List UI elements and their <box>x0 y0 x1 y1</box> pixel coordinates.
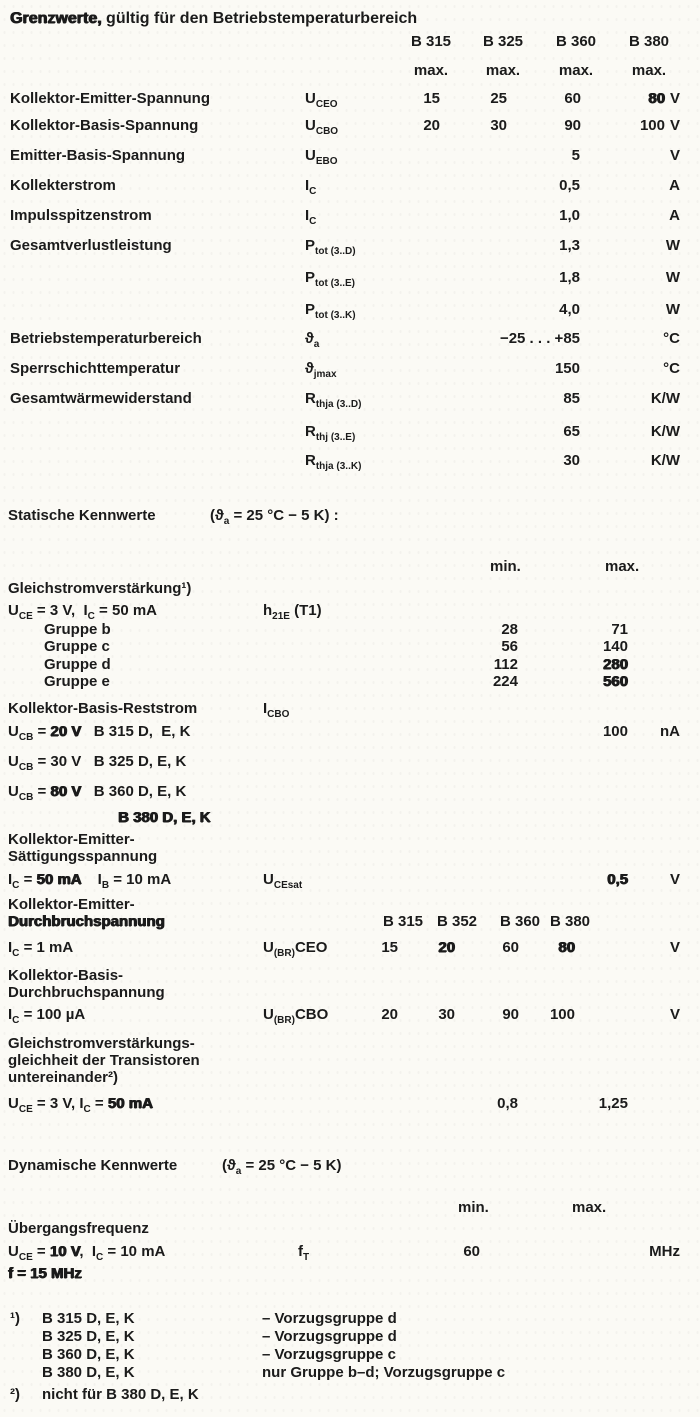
row-label: Kollektor-Emitter- <box>8 896 135 913</box>
row-label: gleichheit der Transistoren <box>8 1052 200 1069</box>
table-row <box>0 330 700 350</box>
footnote-type: B 360 D, E, K <box>42 1346 135 1363</box>
symbol-uceo: $U_{CEO}$ <box>305 90 338 110</box>
matching-label-row <box>0 1069 700 1089</box>
row-label: Sättigungsspannung <box>8 848 158 865</box>
symbol-rthj-e: $R_{thj (3..E)}$ <box>305 423 356 443</box>
footnote-note: – Vorzugsgruppe c <box>262 1346 396 1363</box>
max-value: 140 <box>602 638 628 655</box>
unit: V <box>669 1006 680 1023</box>
gruppe-name: Gruppe c <box>44 638 110 655</box>
value: 30 <box>563 452 580 469</box>
gruppe-row <box>0 673 700 693</box>
type-header-b352: B 352 <box>437 913 478 930</box>
row-label: Durchbruchspannung <box>8 913 165 930</box>
unit: °C <box>663 330 680 347</box>
unit: W <box>665 301 680 318</box>
unit: K/W <box>650 452 680 469</box>
ft-label-row <box>0 1220 700 1240</box>
unit: V <box>669 147 680 164</box>
h21e-label-row <box>0 580 700 600</box>
row-label: Gesamtwärmewiderstand <box>10 390 192 407</box>
row-label: Sperrschichttemperatur <box>10 360 181 377</box>
icbo-condition-row <box>0 723 700 743</box>
max-value: 1,25 <box>598 1095 628 1112</box>
min-value: 60 <box>463 1243 480 1260</box>
value: 5 <box>571 147 580 164</box>
symbol-uebo: $U_{EBO}$ <box>305 147 338 167</box>
footnote-note: nur Gruppe b–d; Vorzugsgruppe c <box>262 1364 506 1381</box>
unit: W <box>665 269 680 286</box>
footnote-row <box>0 1346 700 1366</box>
symbol-ic: $I_C$ <box>305 177 317 197</box>
row-label: Kollektor-Emitter- <box>8 831 135 848</box>
min-value: 112 <box>493 656 518 673</box>
unit: V <box>669 939 680 956</box>
type-header-b325: B 325 <box>482 33 524 50</box>
min-value: 56 <box>501 638 518 655</box>
icbo-condition-row <box>0 809 700 829</box>
symbol-theta-jmax: $ϑ_{jmax}$ <box>305 360 337 380</box>
value-b380: 80 <box>648 90 665 107</box>
table-row <box>0 90 700 110</box>
test-condition: f = 15 MHz <box>8 1265 82 1282</box>
type-header-b380: B 380 <box>550 913 591 930</box>
row-label: Kollektor-Emitter-Spannung <box>10 90 211 107</box>
icbo-condition-row <box>0 753 700 773</box>
brceo-type-header-row <box>0 913 700 933</box>
table-row <box>0 452 700 472</box>
type-header-b315: B 315 <box>383 913 424 930</box>
value-b315: 20 <box>423 117 440 134</box>
value: 4,0 <box>559 301 580 318</box>
value-b352: 20 <box>438 939 455 956</box>
row-label: Kollekterstrom <box>10 177 116 194</box>
ucesat-value-row <box>0 871 700 891</box>
unit: W <box>665 237 680 254</box>
value-b315: 15 <box>423 90 440 107</box>
section-condition: ($ϑ_a = 25$ °C − 5 K) <box>222 1157 342 1177</box>
table-row <box>0 147 700 167</box>
value: 85 <box>563 390 580 407</box>
max-label: max. <box>572 1199 607 1216</box>
symbol-ucesat: $U_{CEsat}$ <box>263 871 303 891</box>
value-b325: 25 <box>490 90 507 107</box>
test-condition: $U_{CE} = 3$ V, $I_C = 50$ mA <box>8 1095 153 1115</box>
table-row <box>0 237 700 257</box>
unit: A <box>669 177 680 194</box>
test-condition: $I_C = 50$ mA $I_B = 10$ mA <box>8 871 172 891</box>
row-label: Kollektor-Basis-Spannung <box>10 117 199 134</box>
max-value: 560 <box>602 673 628 690</box>
icbo-condition-row <box>0 783 700 803</box>
table-row <box>0 360 700 380</box>
symbol-icbo: $I_{CBO}$ <box>263 700 290 720</box>
grenzwerte-type-header-row <box>0 33 700 53</box>
min-value: 28 <box>501 621 518 638</box>
type-header-b380: B 380 <box>628 33 670 50</box>
section-heading: Statische Kennwerte <box>8 507 156 524</box>
min-value: 0,8 <box>497 1095 518 1112</box>
test-condition: $I_C = 100$ µA <box>8 1006 86 1026</box>
test-condition: $U_{CB} = 20$ V B 315 D, E, K <box>8 723 191 743</box>
section-grenzwerte-title <box>0 10 700 30</box>
unit: V <box>669 90 680 107</box>
value: 1,0 <box>559 207 580 224</box>
max-value: 100 <box>602 723 628 740</box>
test-condition: $U_{CE} = 3$ V, $I_C = 50$ mA <box>8 602 158 622</box>
ucesat-label-row <box>0 848 700 868</box>
grenzwerte-max-header-row <box>0 62 700 82</box>
test-condition: $U_{CE} = 10$ V, $I_C = 10$ mA <box>8 1243 166 1263</box>
symbol-ptot-d: $P_{tot (3..D)}$ <box>305 237 356 257</box>
value-b325: 30 <box>438 1006 455 1023</box>
icbo-label-row <box>0 700 700 720</box>
section-statische-heading <box>0 507 700 527</box>
max-value: 0,5 <box>607 871 628 888</box>
row-label: Betriebstemperaturbereich <box>10 330 202 347</box>
section-heading: Dynamische Kennwerte <box>8 1157 178 1174</box>
value-b360: 90 <box>564 117 581 134</box>
footnote-marker: ²) <box>10 1386 20 1403</box>
matching-value-row <box>0 1095 700 1115</box>
table-row <box>0 177 700 197</box>
max-value: 280 <box>602 656 628 673</box>
table-row <box>0 207 700 227</box>
test-condition: $U_{CB} = 80$ V B 360 D, E, K <box>8 783 187 803</box>
value: 150 <box>554 360 580 377</box>
footnote-row <box>0 1364 700 1384</box>
symbol-rthja-k: $R_{thja (3..K)}$ <box>305 452 362 472</box>
row-label: Gleichstromverstärkung¹) <box>8 580 192 597</box>
row-label: Gleichstromverstärkungs- <box>8 1035 195 1052</box>
max-label: max. <box>605 558 640 575</box>
symbol-theta-a: $ϑ_a$ <box>305 330 320 350</box>
unit: K/W <box>650 390 680 407</box>
unit: A <box>669 207 680 224</box>
value: 1,3 <box>559 237 580 254</box>
unit: MHz <box>649 1243 680 1260</box>
symbol-ucbo: $U_{CBO}$ <box>305 117 339 137</box>
brcbo-label-row <box>0 984 700 1004</box>
statische-minmax-header <box>0 558 700 578</box>
unit: K/W <box>650 423 680 440</box>
gruppe-name: Gruppe b <box>44 621 111 638</box>
min-value: 224 <box>492 673 518 690</box>
max-value: 71 <box>611 621 628 638</box>
footnote-type: B 315 D, E, K <box>42 1310 135 1327</box>
symbol-ubrceo: $U_{(BR)}CEO$ <box>263 939 328 959</box>
footnote-text: nicht für B 380 D, E, K <box>42 1386 199 1403</box>
row-label: Impulsspitzenstrom <box>10 207 152 224</box>
unit: V <box>669 871 680 888</box>
row-label: Kollektor-Basis- <box>8 967 124 984</box>
value: 1,8 <box>559 269 580 286</box>
value-b380: 100 <box>549 1006 575 1023</box>
gruppe-row <box>0 638 700 658</box>
dynamische-minmax-header <box>0 1199 700 1219</box>
value-b315: 15 <box>381 939 398 956</box>
ft-condition-row <box>0 1265 700 1285</box>
value-b315: 20 <box>381 1006 398 1023</box>
table-row <box>0 423 700 443</box>
unit: °C <box>663 360 680 377</box>
symbol-ptot-k: $P_{tot (3..K)}$ <box>305 301 356 321</box>
section-condition: ($ϑ_a = 25$ °C − 5 K) : <box>210 507 339 527</box>
footnote-type: B 380 D, E, K <box>42 1364 135 1381</box>
table-row <box>0 301 700 321</box>
brcbo-value-row <box>0 1006 700 1026</box>
gruppe-name: Gruppe e <box>44 673 110 690</box>
row-label: Kollektor-Basis-Reststrom <box>8 700 198 717</box>
min-label: min. <box>490 558 521 575</box>
unit: nA <box>660 723 680 740</box>
value: 65 <box>563 423 580 440</box>
value-b360: 90 <box>502 1006 519 1023</box>
page-title: Grenzwerte, gültig für den Betriebstemperaturbereich <box>10 10 418 27</box>
footnote-row <box>0 1310 700 1330</box>
footnote-type: B 325 D, E, K <box>42 1328 135 1345</box>
row-label: Emitter-Basis-Spannung <box>10 147 186 164</box>
value-b380: 80 <box>558 939 575 956</box>
table-row <box>0 117 700 137</box>
footnote-marker: ¹) <box>10 1310 20 1327</box>
symbol-ptot-e: $P_{tot (3..E)}$ <box>305 269 356 289</box>
symbol-ft: $f_T$ <box>298 1243 310 1263</box>
value-b360: 60 <box>502 939 519 956</box>
test-condition: B 380 D, E, K <box>118 809 211 826</box>
type-header-b360: B 360 <box>555 33 597 50</box>
test-condition: $I_C = 1$ mA <box>8 939 74 959</box>
value-b380: 100 <box>639 117 665 134</box>
symbol-rthja-d: $R_{thja (3..D)}$ <box>305 390 362 410</box>
ft-value-row <box>0 1243 700 1263</box>
row-label: Gesamtverlustleistung <box>10 237 172 254</box>
type-header-b315: B 315 <box>410 33 452 50</box>
type-header-b360: B 360 <box>500 913 541 930</box>
value: −25 . . . +85 <box>499 330 580 347</box>
brceo-value-row <box>0 939 700 959</box>
max-label: max. <box>631 62 667 79</box>
footnote-row <box>0 1386 700 1406</box>
max-label: max. <box>485 62 521 79</box>
table-row <box>0 269 700 289</box>
max-label: max. <box>413 62 449 79</box>
row-label: Durchbruchspannung <box>8 984 165 1001</box>
footnote-note: – Vorzugsgruppe d <box>262 1310 397 1327</box>
value-b325: 30 <box>490 117 507 134</box>
footnote-note: – Vorzugsgruppe d <box>262 1328 397 1345</box>
test-condition: $U_{CB} = 30$ V B 325 D, E, K <box>8 753 187 773</box>
table-row <box>0 390 700 410</box>
value: 0,5 <box>559 177 580 194</box>
symbol-ubrcbo: $U_{(BR)}CBO$ <box>263 1006 329 1026</box>
gruppe-name: Gruppe d <box>44 656 111 673</box>
section-dynamische-heading <box>0 1157 700 1177</box>
row-label: Übergangsfrequenz <box>8 1220 149 1237</box>
h21e-condition-row <box>0 602 700 622</box>
symbol-h21e: $h_{21E}$ (T1) <box>263 602 322 622</box>
footnote-row <box>0 1328 700 1348</box>
min-label: min. <box>458 1199 489 1216</box>
symbol-ic-peak: $I_C$ <box>305 207 317 227</box>
row-label: untereinander²) <box>8 1069 119 1086</box>
value-b360: 60 <box>564 90 581 107</box>
max-label: max. <box>558 62 594 79</box>
unit: V <box>669 117 680 134</box>
